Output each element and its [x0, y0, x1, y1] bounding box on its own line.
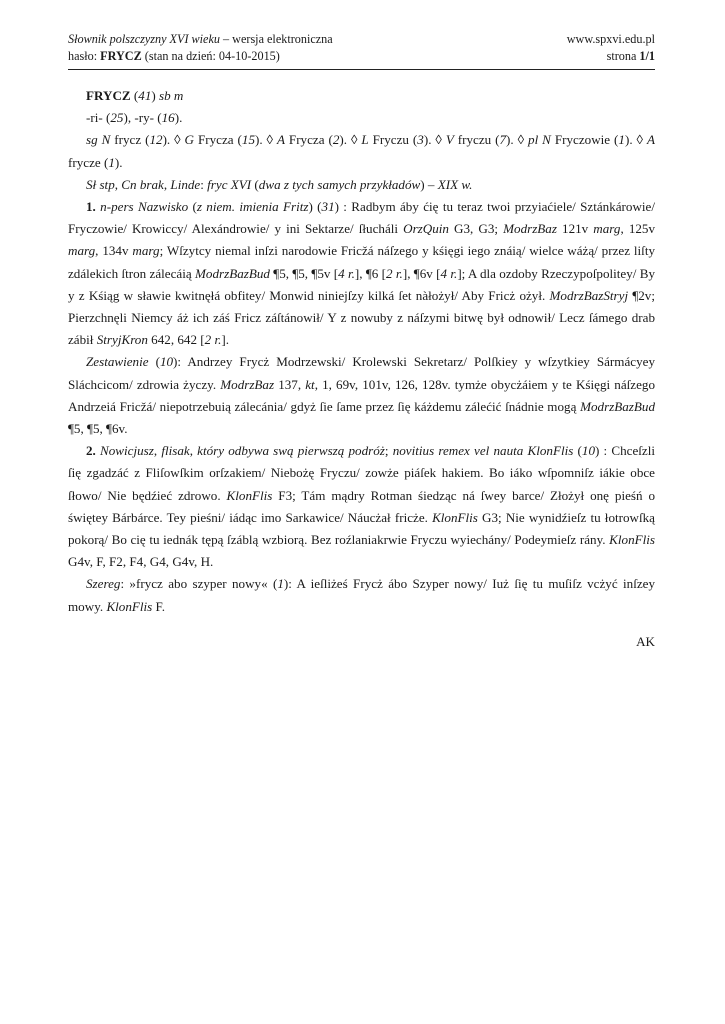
entry-headword-line	[68, 85, 655, 107]
page-number: strona 1/1	[606, 49, 655, 63]
header-row-2	[68, 48, 655, 65]
header-divider	[68, 69, 655, 70]
entry-variant-forms: -ri- (25), -ry- (16).	[86, 110, 183, 126]
entry-body	[68, 85, 655, 618]
series: Szereg: »frycz abo szyper nowy« (1): A ieſliżeś Frycż ábo Szyper nowy/ Iuż ſię tu muſiſz vcżyć inſzey mowy. KlonFlis F.	[68, 576, 655, 614]
headword-grammar: (41) sb m	[130, 88, 184, 103]
dictionary-title: Słownik polszczyzny XVI wieku – wersja elektroniczna	[68, 32, 333, 46]
sense-2: 2. Nowicjusz, flisak, który odbywa swą pierwszą podróż; novitius remex vel nauta KlonFlis (10) : Chceſzli ſię zgadzáć z Fliſowſkim orſzakiem/ Niebożę Fryczu/ zowże piáſek hakiem. Bo iáko wſpomniſz iákie obce ſłowo/ Nie będźieć zdrowo. KlonFlis F3; Tám mądry Rotman śiedząc ná ſwey barce/ Złożył onę pieśń o świętey Bárbárce. Tey pieśni/ iádąc imo Sarkawice/ Náucżał fricże. KlonFlis G3; Nie wynidźieſz tu łotrowſką pokorą/ Bo cię tu iednák tępą ſzáblą wzbiorą. Bez roźlaniakrwie Fryczu wyiechány/ Podeymieſz rány. KlonFlis G4v, F, F2, F4, G4, G4v, H.	[68, 443, 655, 570]
entry-inflection: sg N frycz (12). ◊ G Frycza (15). ◊ A Frycza (2). ◊ L Fryczu (3). ◊ V fryczu (7). ◊ pl N Fryczowie (1). ◊ A frycze (1).	[68, 132, 655, 170]
sense-1: 1. n-pers Nazwisko (z niem. imienia Fritz) (31) : Radbym áby ćię tu teraz twoi przyiaćiele/ Sztánkárowie/ Fryczowie/ Krowiccy/ Alexándrowie/ y ini Sektarze/ ſłucháli OrzQuin G3, G3; ModrzBaz 121v marg, 125v marg, 134v marg; Wſzytcy niemal inſzi narodowie Fricžá náſzego y kśięgi iego znáią/ wielce wáżą/ przez liſty zdálekich ſtron zálecáią ModrzBazBud ¶5, ¶5, ¶5v [4 r.], ¶6 [2 r.], ¶6v [4 r.]; A dla ozdoby Rzeczypoſpolitey/ By y z Kśiąg w sławie kwitnęłá obfitey/ Monwid niniejſzy kilká ſet nàłożył/ Aby Fricż ożył. ModrzBazStryj ¶2v; Pierzchnęli Niemcy áż ich záś Fricz záſtánowił/ Y z nowuby z náſzymi bitwę był odnowił/ Lecz ſámego drab zábił StryjKron 642, 642 [2 r.].	[68, 199, 656, 348]
entry-dictionary-refs: Sł stp, Cn brak, Linde: fryc XVI (dwa z tych samych przykładów) – XIX w.	[86, 176, 473, 192]
author-initials: AK	[636, 634, 655, 649]
header-row-1	[68, 31, 655, 48]
collocations: Zestawienie (10): Andrzey Frycż Modrzewski/ Krolewski Sekretarz/ Polſkiey y wſzytkiey Sármácyey Sláchcicom/ zdrowia życzy. ModrzBaz 137, kt, 1, 69v, 101v, 126, 128v. tymże obycżáiem y te Kśięgi náſzego Andrzeiá Fricžá/ niepotrzebuią zálecánia/ gdyż ſie ſame przez ſię káżdemu zálećić ſnádnie mogą ModrzBazBud ¶5, ¶5, ¶6v.	[68, 354, 655, 437]
headword: FRYCZ	[86, 88, 131, 103]
entry-info: hasło: FRYCZ (stan na dzień: 04-10-2015)	[68, 49, 280, 63]
site-url: www.spxvi.edu.pl	[566, 32, 655, 46]
page-header	[68, 31, 655, 65]
